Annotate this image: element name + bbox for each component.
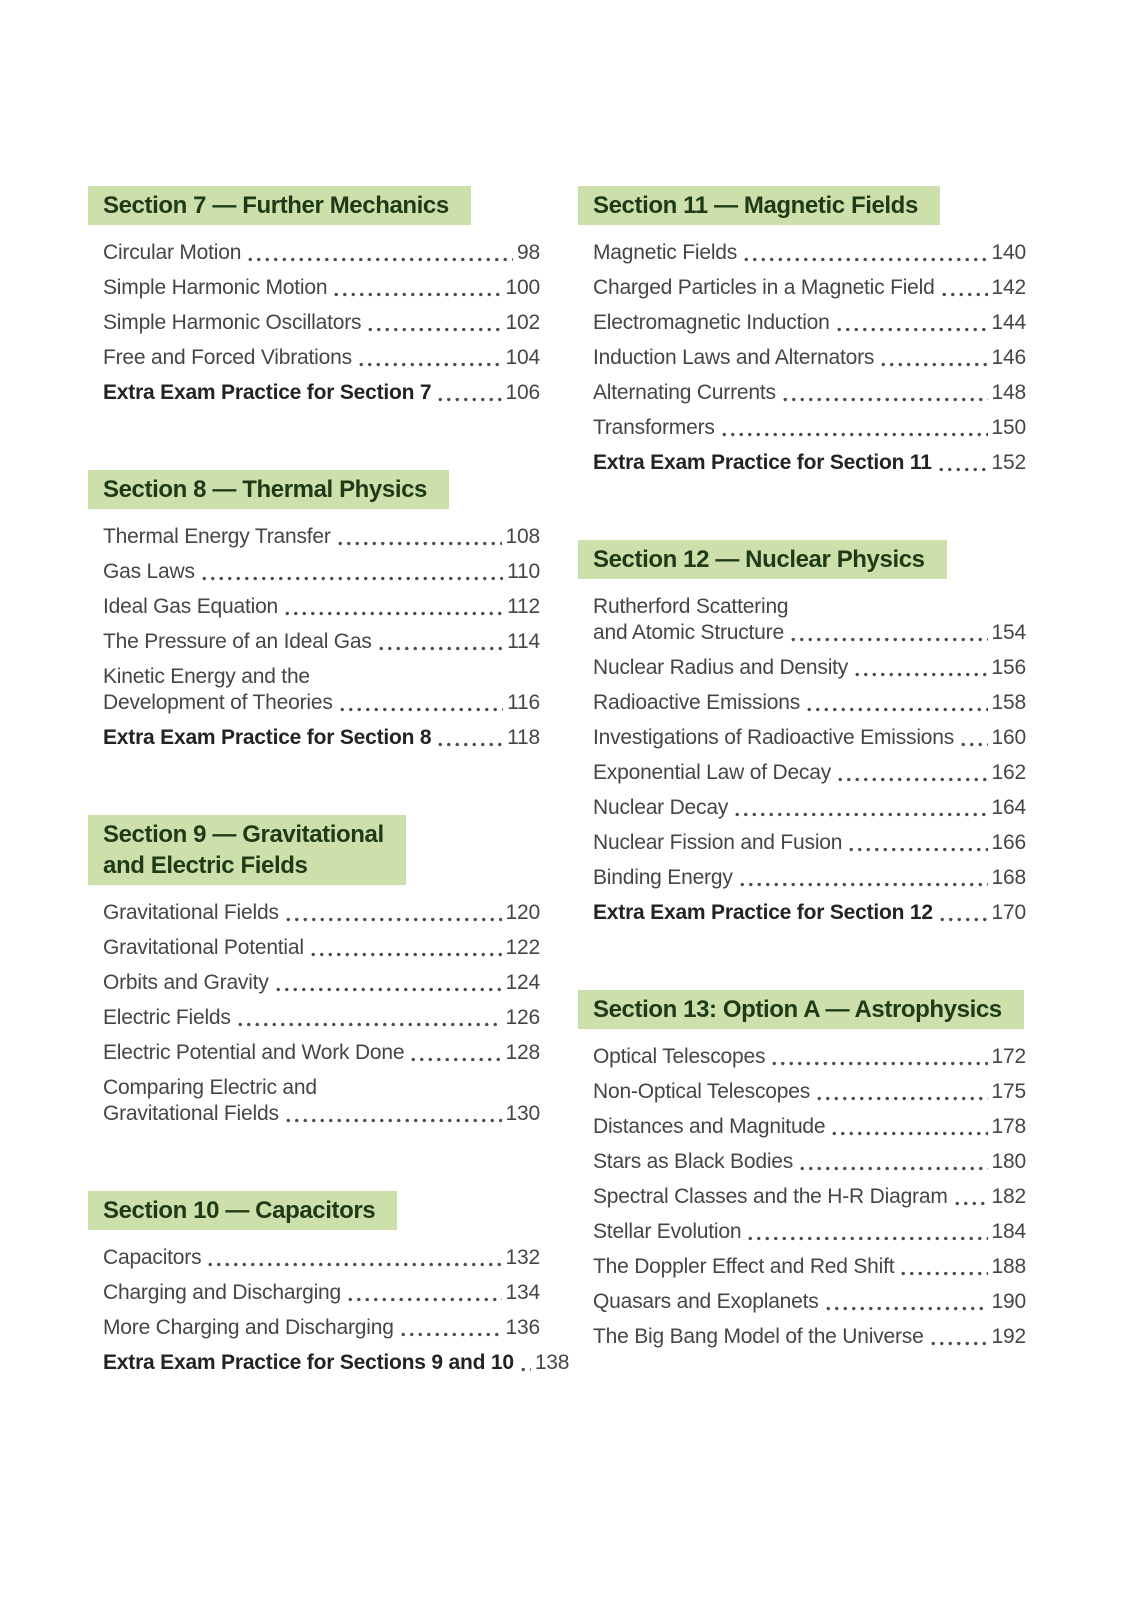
page-number: 190: [991, 1290, 1026, 1313]
toc-entry: [593, 415, 1026, 441]
page-number: 110: [507, 560, 540, 583]
toc-entry: [593, 725, 1026, 751]
entry-label: Simple Harmonic Oscillators: [103, 311, 362, 334]
entry-row: [593, 240, 1026, 266]
toc-entry: [593, 1324, 1026, 1350]
toc-entry: [593, 310, 1026, 336]
entry-label: Free and Forced Vibrations: [103, 346, 352, 369]
entry-label: Gravitational Fields: [103, 1102, 279, 1125]
section-13-entry-list: [593, 1044, 1026, 1350]
entry-label: Orbits and Gravity: [103, 971, 269, 994]
section-8-header: [88, 470, 449, 509]
page-number: 148: [991, 381, 1026, 404]
dotted-leader: [940, 275, 988, 301]
section-8-entry-list: [103, 524, 540, 751]
toc-entry: [103, 594, 540, 620]
entry-row: [593, 380, 1026, 406]
entry-row: [103, 900, 540, 926]
toc-entry: [103, 1040, 540, 1066]
entry-row: [103, 1040, 540, 1066]
entry-label: Optical Telescopes: [593, 1045, 766, 1068]
page-number: 102: [505, 311, 540, 334]
entry-label: Extra Exam Practice for Section 12: [593, 901, 933, 924]
toc-entry: [593, 900, 1026, 926]
dotted-leader: [938, 900, 988, 926]
section-title-line: Section 8 — Thermal Physics: [103, 476, 427, 503]
entry-row: [103, 559, 540, 585]
dotted-leader: [742, 240, 987, 266]
entry-label-line1: Kinetic Energy and the: [103, 665, 310, 688]
entry-row: [593, 275, 1026, 301]
page-number: 178: [991, 1115, 1026, 1138]
section-9-entry-list: [103, 900, 540, 1127]
contents-column-right: [578, 186, 1026, 1414]
toc-entry: [103, 380, 540, 406]
dotted-leader: [366, 310, 501, 336]
section-title-line: Section 10 — Capacitors: [103, 1197, 376, 1224]
page-number: 184: [991, 1220, 1026, 1243]
entry-label-line1: Comparing Electric and: [103, 1076, 317, 1099]
entry-label: Stellar Evolution: [593, 1220, 742, 1243]
toc-entry: [103, 524, 540, 550]
entry-label: Electric Fields: [103, 1006, 231, 1029]
toc-entry: [593, 830, 1026, 856]
entry-label: Ideal Gas Equation: [103, 595, 279, 618]
entry-row: [103, 935, 540, 961]
section-title-line: Section 12 — Nuclear Physics: [593, 546, 925, 573]
entry-row: [103, 1005, 540, 1031]
entry-label: Induction Laws and Alternators: [593, 346, 875, 369]
section-11-entry-list: [593, 240, 1026, 476]
entry-label: Extra Exam Practice for Section 8: [103, 726, 432, 749]
dotted-leader: [338, 690, 503, 716]
toc-entry: [593, 1289, 1026, 1315]
toc-entry: [593, 655, 1026, 681]
entry-row: [103, 1245, 540, 1271]
entry-label: Quasars and Exoplanets: [593, 1290, 819, 1313]
entry-row: [593, 1254, 1026, 1280]
page-number: 170: [991, 901, 1026, 924]
toc-entry: [103, 935, 540, 961]
entry-label: and Atomic Structure: [593, 621, 784, 644]
entry-row: [593, 865, 1026, 891]
toc-entry: [593, 1149, 1026, 1175]
dotted-leader: [738, 865, 988, 891]
entry-label: More Charging and Discharging: [103, 1316, 394, 1339]
page-number: 168: [991, 866, 1026, 889]
entry-label: Extra Exam Practice for Sections 9 and 10: [103, 1351, 514, 1374]
entry-row: [103, 725, 540, 751]
dotted-leader: [798, 1149, 987, 1175]
entry-row: [593, 1149, 1026, 1175]
section-title-line: and Electric Fields: [103, 852, 308, 879]
toc-entry: [593, 450, 1026, 476]
toc-entry: [103, 725, 540, 751]
entry-label: The Pressure of an Ideal Gas: [103, 630, 372, 653]
entry-label: Nuclear Fission and Fusion: [593, 831, 843, 854]
page-number: 182: [991, 1185, 1026, 1208]
section-7-header: [88, 186, 471, 225]
section-11-header: [578, 186, 940, 225]
page-number: 104: [505, 346, 540, 369]
toc-entry: [593, 1219, 1026, 1245]
dotted-leader: [332, 275, 501, 301]
entry-label: Simple Harmonic Motion: [103, 276, 328, 299]
toc-section-7: [88, 186, 540, 406]
toc-section-13: [578, 990, 1026, 1350]
entry-row: [593, 1184, 1026, 1210]
dotted-leader: [399, 1315, 502, 1341]
entry-row: [593, 655, 1026, 681]
dotted-leader: [781, 380, 988, 406]
dotted-leader: [519, 1350, 531, 1376]
dotted-leader: [835, 310, 988, 336]
entry-row: [103, 275, 540, 301]
entry-label: Extra Exam Practice for Section 7: [103, 381, 432, 404]
entry-label: Charged Particles in a Magnetic Field: [593, 276, 935, 299]
dotted-leader: [879, 345, 987, 371]
page-number: 152: [991, 451, 1026, 474]
dotted-leader: [959, 725, 988, 751]
entry-row: [103, 594, 540, 620]
entry-row: [593, 1079, 1026, 1105]
toc-section-8: [88, 470, 540, 751]
page-number: 122: [505, 936, 540, 959]
entry-row: [103, 1315, 540, 1341]
dotted-leader: [436, 725, 503, 751]
toc-entry: [103, 1315, 540, 1341]
dotted-leader: [409, 1040, 501, 1066]
entry-row: [103, 240, 540, 266]
entry-label: Binding Energy: [593, 866, 733, 889]
dotted-leader: [720, 415, 988, 441]
dotted-leader: [929, 1324, 988, 1350]
page-number: 114: [507, 630, 540, 653]
toc-section-11: [578, 186, 1026, 476]
page-number: 158: [991, 691, 1026, 714]
dotted-leader: [805, 690, 987, 716]
entry-row: [593, 620, 1026, 646]
dotted-leader: [836, 760, 988, 786]
contents-column-left: [88, 186, 570, 1440]
entry-row: [593, 345, 1026, 371]
entry-label: Nuclear Decay: [593, 796, 729, 819]
page-number: 154: [991, 621, 1026, 644]
section-12-header: [578, 540, 947, 579]
entry-label: Magnetic Fields: [593, 241, 738, 264]
entry-row: [103, 690, 540, 716]
entry-row: [103, 310, 540, 336]
entry-row: [103, 524, 540, 550]
toc-entry: [593, 240, 1026, 266]
entry-row: [103, 629, 540, 655]
section-9-header: [88, 815, 406, 885]
dotted-leader: [200, 559, 503, 585]
entry-row: [103, 1350, 570, 1376]
page-number: 124: [505, 971, 540, 994]
toc-entry: [103, 664, 540, 716]
entry-label: Transformers: [593, 416, 715, 439]
dotted-leader: [377, 629, 503, 655]
entry-label: The Doppler Effect and Red Shift: [593, 1255, 895, 1278]
page-number: 108: [505, 525, 540, 548]
dotted-leader: [236, 1005, 502, 1031]
dotted-leader: [336, 524, 502, 550]
entry-row: [593, 1044, 1026, 1070]
section-10-entry-list: [103, 1245, 570, 1376]
dotted-leader: [824, 1289, 988, 1315]
entry-label: Capacitors: [103, 1246, 202, 1269]
section-13-header: [578, 990, 1024, 1029]
toc-entry: [593, 1184, 1026, 1210]
entry-label: Electromagnetic Induction: [593, 311, 830, 334]
entry-row: [103, 1280, 540, 1306]
dotted-leader: [953, 1184, 988, 1210]
page-number: 100: [505, 276, 540, 299]
toc-section-12: [578, 540, 1026, 926]
page-number: 146: [991, 346, 1026, 369]
section-12-entry-list: [593, 594, 1026, 926]
dotted-leader: [899, 1254, 987, 1280]
dotted-leader: [283, 594, 503, 620]
page-number: 118: [507, 726, 540, 749]
page-number: 192: [991, 1325, 1026, 1348]
entry-label: Radioactive Emissions: [593, 691, 801, 714]
toc-entry: [103, 629, 540, 655]
entry-row: [593, 830, 1026, 856]
toc-entry: [593, 795, 1026, 821]
page-number: 106: [505, 381, 540, 404]
entry-label: Charging and Discharging: [103, 1281, 342, 1304]
section-title-line: Section 9 — Gravitational: [103, 821, 384, 848]
page-number: 132: [505, 1246, 540, 1269]
toc-entry: [103, 240, 540, 266]
page-number: 126: [505, 1006, 540, 1029]
dotted-leader: [246, 240, 513, 266]
page-number: 180: [991, 1150, 1026, 1173]
page-number: 160: [991, 726, 1026, 749]
toc-entry: [593, 865, 1026, 891]
page-number: 164: [991, 796, 1026, 819]
page-number: 142: [991, 276, 1026, 299]
entry-label: Electric Potential and Work Done: [103, 1041, 405, 1064]
entry-label: Alternating Currents: [593, 381, 776, 404]
entry-row: [103, 380, 540, 406]
entry-label: Investigations of Radioactive Emissions: [593, 726, 955, 749]
entry-row: [593, 690, 1026, 716]
toc-entry: [593, 275, 1026, 301]
entry-label: Spectral Classes and the H-R Diagram: [593, 1185, 948, 1208]
entry-row: [593, 1289, 1026, 1315]
page-number: 150: [991, 416, 1026, 439]
entry-row: [103, 345, 540, 371]
entry-label: The Big Bang Model of the Universe: [593, 1325, 924, 1348]
entry-row: [593, 1114, 1026, 1140]
page-number: 116: [507, 691, 540, 714]
toc-entry: [593, 1044, 1026, 1070]
dotted-leader: [937, 450, 988, 476]
toc-entry: [103, 275, 540, 301]
toc-section-10: [88, 1191, 570, 1376]
entry-label: Stars as Black Bodies: [593, 1150, 794, 1173]
entry-label: Exponential Law of Decay: [593, 761, 832, 784]
entry-row: [593, 415, 1026, 441]
toc-section-9: [88, 815, 540, 1127]
page-number: 188: [991, 1255, 1026, 1278]
page-number: 98: [517, 241, 540, 264]
page-number: 120: [505, 901, 540, 924]
toc-entry: [103, 900, 540, 926]
toc-entry: [593, 380, 1026, 406]
toc-entry: [593, 1114, 1026, 1140]
entry-label: Gravitational Potential: [103, 936, 304, 959]
page-number: 144: [991, 311, 1026, 334]
dotted-leader: [284, 900, 502, 926]
toc-entry: [103, 1350, 570, 1376]
dotted-leader: [357, 345, 502, 371]
toc-entry: [103, 970, 540, 996]
dotted-leader: [309, 935, 502, 961]
toc-entry: [103, 1245, 540, 1271]
page-number: 130: [505, 1102, 540, 1125]
entry-row: [593, 725, 1026, 751]
page-number: 112: [507, 595, 540, 618]
section-10-header: [88, 1191, 397, 1230]
page-number: 156: [991, 656, 1026, 679]
toc-entry: [103, 310, 540, 336]
section-title-line: Section 11 — Magnetic Fields: [593, 192, 918, 219]
page-number: 138: [534, 1351, 570, 1374]
page-number: 136: [505, 1316, 540, 1339]
entry-label: Nuclear Radius and Density: [593, 656, 849, 679]
dotted-leader: [770, 1044, 987, 1070]
entry-label: Thermal Energy Transfer: [103, 525, 331, 548]
toc-entry: [593, 1079, 1026, 1105]
entry-label: Development of Theories: [103, 691, 333, 714]
entry-label: Non-Optical Telescopes: [593, 1080, 810, 1103]
toc-entry: [103, 1280, 540, 1306]
toc-entry: [593, 594, 1026, 646]
dotted-leader: [815, 1079, 988, 1105]
dotted-leader: [746, 1219, 987, 1245]
page-number: 140: [991, 241, 1026, 264]
toc-entry: [593, 345, 1026, 371]
dotted-leader: [436, 380, 501, 406]
dotted-leader: [830, 1114, 987, 1140]
toc-entry: [103, 345, 540, 371]
entry-row: [103, 970, 540, 996]
page-number: 172: [991, 1045, 1026, 1068]
toc-entry: [593, 690, 1026, 716]
toc-entry: [103, 1005, 540, 1031]
entry-label: Circular Motion: [103, 241, 242, 264]
entry-row: [593, 760, 1026, 786]
dotted-leader: [733, 795, 987, 821]
entry-label: Gravitational Fields: [103, 901, 279, 924]
toc-entry: [103, 1075, 540, 1127]
dotted-leader: [789, 620, 988, 646]
section-title-line: Section 7 — Further Mechanics: [103, 192, 449, 219]
toc-entry: [593, 760, 1026, 786]
dotted-leader: [274, 970, 502, 996]
entry-label: Distances and Magnitude: [593, 1115, 826, 1138]
dotted-leader: [346, 1280, 502, 1306]
entry-row: [593, 1324, 1026, 1350]
entry-label-line1: Rutherford Scattering: [593, 595, 789, 618]
entry-row: [593, 900, 1026, 926]
entry-row: [593, 310, 1026, 336]
entry-label: Gas Laws: [103, 560, 195, 583]
page-number: 166: [991, 831, 1026, 854]
page-number: 175: [991, 1080, 1026, 1103]
toc-entry: [103, 559, 540, 585]
dotted-leader: [847, 830, 987, 856]
dotted-leader: [853, 655, 987, 681]
dotted-leader: [206, 1245, 501, 1271]
entry-row: [593, 450, 1026, 476]
entry-label: Extra Exam Practice for Section 11: [593, 451, 932, 474]
entry-row: [593, 795, 1026, 821]
page-number: 162: [991, 761, 1026, 784]
entry-row: [593, 1219, 1026, 1245]
section-7-entry-list: [103, 240, 540, 406]
page-number: 134: [505, 1281, 540, 1304]
toc-entry: [593, 1254, 1026, 1280]
page-number: 128: [505, 1041, 540, 1064]
entry-row: [103, 1101, 540, 1127]
dotted-leader: [284, 1101, 502, 1127]
section-title-line: Section 13: Option A — Astrophysics: [593, 996, 1002, 1023]
